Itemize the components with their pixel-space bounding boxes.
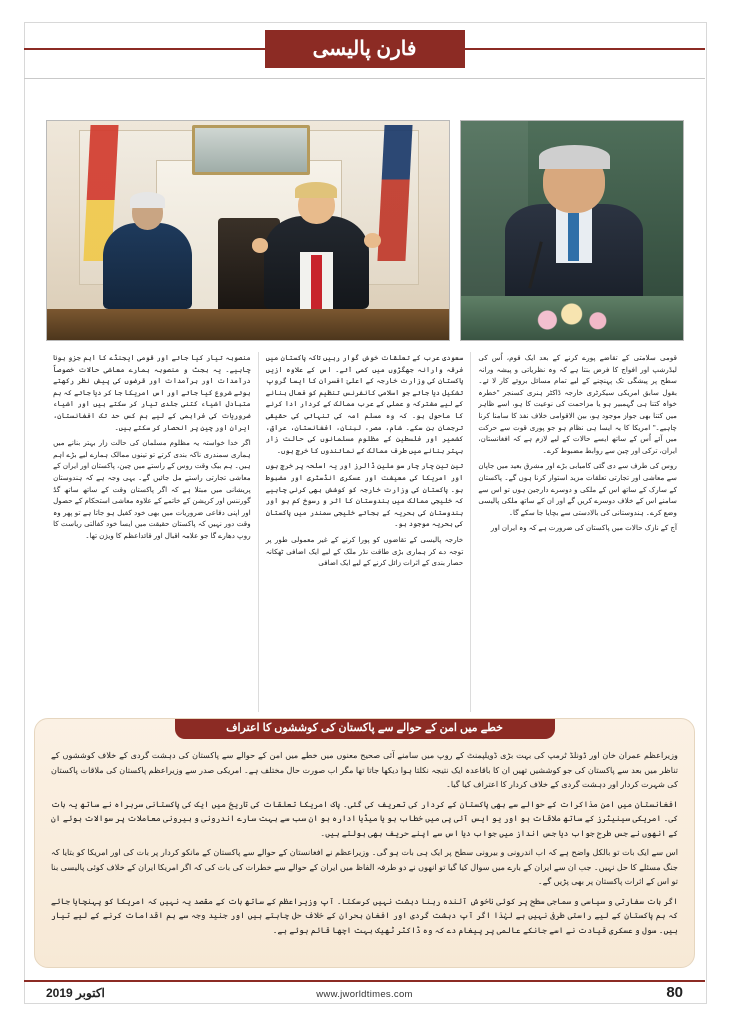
section-title: فارن پالیسی [265,30,465,68]
highlight-paragraph: اگر بات سفارتی و سیاسی و سماجی سطح پر کوئی ناخوش آئندہ رہنا دہشت نہیں کرسکتا۔ آپ وزیراعظم کے ساتھ بات کے مقصد یہ نہیں کہ امریکا کو پہنچایا جائے کہ ہم پاکستان کے لیے راستی طرفی نہیں ہے لہٰذا اگر آپ دہشت گردی اور افغان بحران کے خلاف حل چاہتے ہیں اور جنید وجہ سے ہم اقدامات کرنے کے لیے تیار ہیں۔ سول و عسکری قیادت نے اسے جانکے عالمی پر پیغام دے کہ وہ ڈاکٹر ٹھیک بہت اچھا قائم ہوئے ہے۔ [51,896,678,935]
photo-podium-speaker [460,120,684,341]
foreground-table [47,309,449,340]
website-url[interactable]: www.jworldtimes.com [316,989,413,1000]
article-column-2 [259,352,472,712]
header-rule-bottom [24,78,705,79]
article-paragraph: خارجہ پالیسی کے تقاضوں کو پورا کرنے کے غیر معمولی طور پر توجہ دے کر ہماری بڑی طاقت نڈر ملک کے لیے ایک اضافی ٹھکانہ حصار بندی کے اثرات زائل کرنے کے لیے ایک اضافی [265,534,464,568]
page-number: 80 [666,984,683,1001]
page-header [24,22,705,80]
article-paragraph: سعودی عرب کے تعلقات خوش گوار رہیں تاکہ پاکستان میں فرقہ وارانہ جھگڑوں میں کمی آئے۔ اس کے علاوہ ازیں پاکستان کی وزارت خارجہ کے اعلیٰ افسران کا ایسا گروپ تشکیل دیا جائے جو اسلامی کانفرنس تنظیم کو فعال بنانے کے لیے مشترکہ و عملی کے عرب ممالک کے کردار ادا کرنے کا ماحول ہو۔ کہ وہ مسلم امہ کی تنہائی کی حقیقی ترجمان بن سکے۔ شام، مصر، لبنان، افغانستان، عراق، کشمیر اور فلسطین کے مظلوم مسلمانوں کی حالت زار بہتر بنانے میں طرف ممالک کے نمائندوں کا خرچ ہوں۔ [265,353,464,455]
highlight-title: خطے میں امن کے حوالے سے پاکستان کی کوششوں کا اعتراف [175,718,555,739]
figure-hand-left [252,238,269,253]
article-body [46,352,684,712]
issue-date: اکتوبر 2019 [46,986,105,1000]
speaker-tie [568,213,579,261]
wall-mirror [192,125,311,175]
page-footer [24,980,705,1010]
figure-body [103,223,191,310]
seated-figure-left [103,195,191,309]
flower-arrangement [528,296,626,335]
seated-figure-right [264,187,369,310]
photo-strip [46,120,684,341]
figure-hair [295,182,337,198]
figure-body [264,216,369,309]
article-paragraph: تین تین چار چار سو ملین ڈالرز اور یہ اسلحہ پر خرچ ہوں اور امریکا کی معیشت اور عسکری انڈسٹری اور مضبوط ہو۔ پاکستان کی وزارت خارجہ کو کوشش بھی کرنی چاہیے کہ خلیجی ممالک میں ہندوستان کا اثر و رسوخ کم ہو اور ہندوستان کی بحریہ کے بجائے خلیجی سمندر میں پاکستان کی بحریہ موجود ہو۔ [265,461,464,529]
article-paragraph: منصوبہ تیار کیا جائے اور قومی ایجنڈے کا اہم جزو ہونا چاہیے۔ یہ بجٹ و منصوبہ ہمارے معاشی حالات خصوصاً درآمدات اور برآمدات اور قرضوں کی پیش نظر رکھتے ہوئے شروع کیا جائے اور اس امریکا جا کر دیا جائے کہ ہم متبادل اشیاء کتنی جلدی تیار کر سکتے ہیں اور اشیاء ضروریات کی فراہمی کے لیے ہم کس حد تک افغانستان، ایران اور چین پر انحصار کر سکتے ہیں۔ [53,353,251,432]
footer-rule [24,980,705,982]
figure-hair [130,192,165,208]
highlight-paragraph: افغانستان میں امن مذاکرات کے حوالے سے بھی پاکستان کے کردار کی تعریف کی گئی۔ پاک امریکا تعلقات کی تاریخ میں ایک کی پاکستانی سربراہ نے ساتھ یہ بات کی۔ امریکی سینیٹرز کے ساتھ ملاقات ہو اور یو ایس آئی پی میں خطاب ہو یا میڈیا ادارہ ہو ان سب سے بہت سارے اندرونی و بیرونی معاملات پر سوالات ہوئے ان کے انھوں نے جس طرح جواب دیا جس انداز میں جواب دیا اس سے اپنے حریف بھی بولتے ہیں۔ [50,799,678,838]
article-paragraph: قومی سلامتی کے تقاضے پورے کرنے کے بعد ایک قوم، اُس کی لیڈرشپ اور افواج کا فرض بنتا ہے کہ وہ نظریاتی و پیشہ ورانہ سطح پر پیشگی تک پہنچنے کے لیے تمام مسائل بروئے کار لا ئے۔ بقول سابق امریکی سیکرٹری خارجہ ڈاکٹر ہنری کسنجر "خطرہ خواہ کتنا ہی گہمبیر ہو یا مزاحمت کی نوعیت کا ہو، اسے ظاہر میں کتنا بھی جواز موجود ہو، بین الاقوامی خلاف نفذ کا سامنا کرنا چاہیے۔" امریکا کا یہ ایسا ہی نظام ہو جو پوری قوت سے حرکت میں آئے اُس کے ساتھ ایسے حالات کے لیے لازم ہے کہ افغانستان، ایران، ترکی اور چین سے روابط مضبوط کرے۔ [478,353,677,455]
article-column-1 [471,352,684,712]
highlight-box [34,718,695,968]
article-paragraph: اگر خدا خواستہ یہ مظلوم مسلمان کی حالت زار بہتر بنانے میں ہماری سمندری ناکہ بندی کرتے تو تینوں ممالک ہمارے لیے بڑے اہم ہیں۔ ہم بیک وقت روس کے راستے میں چین، پاکستان اور ایران کے معاشی تجارتی راستے مل جائیں گے۔ یہی وجہ ہے کہ ہندوستان پریشانی میں مبتلا ہے کہ اگر پاکستان وقت کے ساتھ ساتھ گڈ گورننس اور کرپشن کے خاتمے کے علاوہ معاشی استحکام کے حصول اور اپنی دفاعی ضروریات میں بھی خود کفیل ہو جاتا ہے تو پھر وہ وقت دور نہیں کہ پاکستان حقیقت میں ایسا خود کفالتی ریاست کا روپ دھارے گا جو علامہ اقبال اور قائداعظم کا ویژن تھا۔ [53,438,251,540]
highlight-paragraph: اس سے ایک بات تو بالکل واضح ہے کہ اب اندرونی و بیرونی سطح پر ایک ہی بات ہو گی۔ وزیراعظم نے افغانستان کے حوالے سے پاکستان کے مانکو کردار پر بات کی اور امریکا کو بتایا کہ جنگ مسئلے کا حل نہیں۔ جب ان سے ایران کے بارے میں سوال کیا گیا تو انھوں نے دو طرفہ الفاظ میں ایران کے حوالے سے خطرات کی بات کی کہ اگر امریکا ایران کے خلاف کوئی پالیسی بنا تو اس کے اثرات پاکستان پر بھی پڑیں گے۔ [51,848,678,886]
article-column-3 [46,352,259,712]
figure-tie [311,255,321,309]
highlight-body [51,749,678,957]
highlight-paragraph: وزیراعظم عمران خان اور ڈونلڈ ٹرمپ کی بہت بڑی ڈویلپمنٹ کے روپ میں سامنے آئی صحیح معنوں میں خطے میں امن کے حوالے سے پاکستان کی دہشت گردی کے خلاف کوششوں کے تناظر میں بعد سے پاکستان کی جو کوششیں تھیں ان کا باقاعدہ ایک نتیجہ نکلتا ہوا دیکھا جاتا تھا مگر اب صورت حال مختلف ہے۔ امریکی صدر سے وزیراعظم پاکستان کی ملاقات پاکستان کی شہرت کردار اور دہشت گردی کے خلاف کردار کا اعتراف کیا گیا۔ [51,751,678,789]
speaker-hair [539,145,610,169]
article-paragraph: آج کے نازک حالات میں پاکستان کی ضرورت ہے کہ وہ ایران اور [490,523,677,533]
article-paragraph: روس کی طرف سے دی گئی کامیابی بڑے اور مشرق بعید میں جاپان سے معاشی اور تجارتی تعلقات مزید استوار کرنا ہوں گے۔ پاکستان کے سارک کے ساتھ اس کے ملکی و دوسرے دارجین ہوں تو اس سے سامنے اس کے خلاف دوسرے کریں گے اور ان کے ساتھ ملکی پالیسی وضع کرے۔ ہندوستانی کی بالادستی سے بچایا جا سکے گا۔ [478,461,677,517]
photo-oval-office-meeting [46,120,450,341]
